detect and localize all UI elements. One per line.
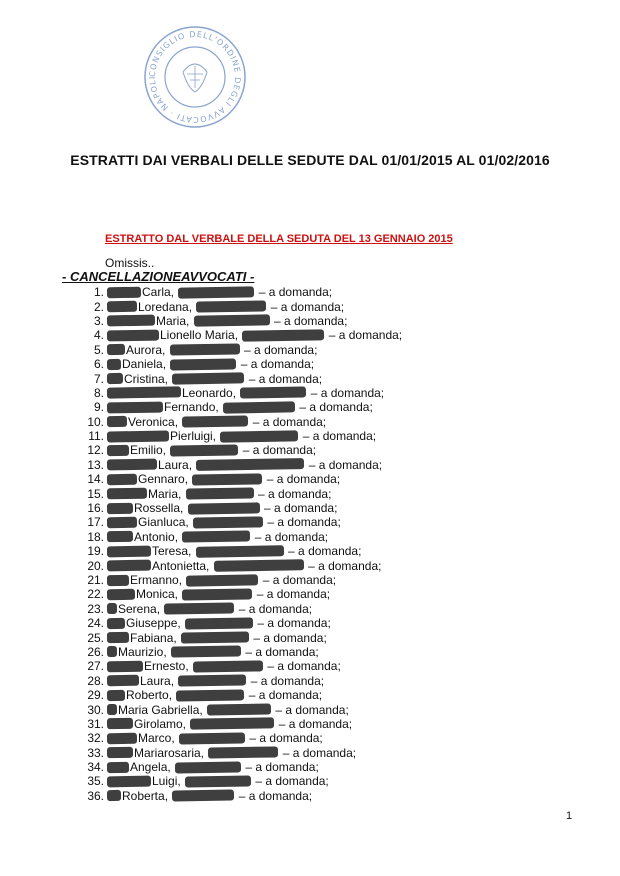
redaction-mark: [107, 790, 121, 801]
entry-name: Luigi,: [152, 774, 181, 789]
list-item: [60, 386, 580, 400]
entry-name: Gianluca,: [138, 515, 189, 530]
redaction-mark: [107, 776, 151, 788]
entry-number: 8.: [93, 385, 104, 400]
list-item: [60, 458, 580, 472]
entry-text: – a domanda;: [302, 429, 377, 444]
redaction-mark: [181, 631, 249, 643]
list-item: [60, 314, 580, 328]
cancellation-list: [60, 285, 580, 803]
list-item: [60, 659, 580, 673]
entry-text: – a domanda;: [245, 644, 319, 659]
redaction-mark: [107, 689, 125, 700]
list-item: [60, 702, 580, 716]
redaction-mark: [172, 372, 244, 384]
redaction-mark: [186, 488, 254, 500]
entry-number: 32.: [87, 731, 104, 746]
entry-name: Laura,: [140, 673, 175, 688]
list-item: [60, 328, 580, 342]
entry-number: 18.: [87, 529, 104, 544]
list-item: [60, 602, 580, 616]
redaction-mark: [107, 459, 157, 471]
redaction-mark: [171, 646, 241, 658]
list-item: [60, 530, 580, 544]
entry-text: – a domanda;: [262, 573, 337, 587]
entry-name: Laura,: [158, 457, 193, 472]
list-item: [60, 630, 580, 644]
entry-name: Fabiana,: [130, 630, 177, 645]
entry-number: 30.: [87, 702, 104, 717]
entry-text: – a domanda;: [270, 299, 345, 314]
redaction-mark: [107, 430, 169, 442]
entry-number: 13.: [87, 457, 104, 472]
entry-name: Emilio,: [130, 443, 167, 458]
entry-text: – a domanda;: [308, 457, 383, 472]
entry-text: – a domanda;: [248, 688, 323, 703]
entry-name: Ermanno,: [130, 573, 183, 587]
entry-text: – a domanda;: [308, 558, 382, 573]
redaction-mark: [107, 286, 141, 298]
entry-number: 31.: [87, 716, 104, 731]
entry-number: 15.: [87, 486, 104, 501]
list-item: [60, 645, 580, 659]
redaction-mark: [176, 689, 244, 701]
redaction-mark: [179, 732, 245, 744]
redaction-mark: [192, 473, 262, 485]
entry-number: 3.: [93, 313, 104, 328]
entry-number: 24.: [87, 616, 104, 631]
list-item: [60, 731, 580, 745]
entry-number: 11.: [88, 429, 104, 444]
redaction-mark: [107, 416, 127, 427]
redaction-mark: [107, 560, 151, 572]
list-item: [60, 285, 580, 299]
redaction-mark: [240, 387, 306, 399]
list-item: [60, 400, 580, 414]
entry-text: – a domanda;: [249, 731, 323, 746]
list-heading: - CANCELLAZIONEAVVOCATI -: [62, 269, 255, 284]
entry-name: Marco,: [138, 731, 175, 746]
redaction-mark: [194, 315, 270, 327]
entry-number: 28.: [87, 673, 104, 688]
list-item: [60, 472, 580, 486]
entry-text: – a domanda;: [252, 414, 327, 429]
redaction-mark: [107, 359, 121, 370]
redaction-mark: [223, 401, 295, 413]
redaction-mark: [107, 401, 163, 413]
council-stamp: [140, 22, 250, 132]
entry-name: Roberto,: [126, 688, 173, 703]
section-title: ESTRATTO DAL VERBALE DELLA SEDUTA DEL 13 GENNAIO 2015: [105, 233, 453, 245]
entry-name: Pierluigi,: [170, 429, 217, 444]
entry-name: Maria Gabriella,: [118, 702, 203, 717]
redaction-mark: [107, 545, 151, 557]
list-item: [60, 789, 580, 803]
redaction-mark: [175, 761, 241, 773]
redaction-mark: [107, 517, 137, 529]
redaction-mark: [107, 488, 147, 500]
entry-number: 9.: [93, 400, 104, 415]
redaction-mark: [107, 502, 133, 513]
redaction-mark: [107, 329, 159, 341]
redaction-mark: [107, 704, 117, 715]
entry-number: 6.: [93, 357, 104, 372]
entry-text: – a domanda;: [258, 285, 333, 300]
entry-text: – a domanda;: [250, 673, 325, 688]
entry-number: 10.: [87, 414, 104, 429]
list-item: [60, 616, 580, 630]
redaction-mark: [107, 445, 129, 456]
redaction-mark: [170, 358, 236, 370]
entry-number: 20.: [87, 558, 104, 573]
redaction-mark: [107, 574, 129, 585]
entry-text: – a domanda;: [267, 659, 341, 674]
entry-name: Maria,: [148, 486, 182, 501]
entry-name: Rossella,: [134, 501, 184, 516]
redaction-mark: [208, 747, 278, 759]
entry-name: Antonio,: [134, 529, 179, 544]
entry-text: – a domanda;: [310, 385, 385, 400]
omissis-text: Omissis..: [105, 256, 155, 270]
redaction-mark: [107, 474, 137, 486]
document-title: ESTRATTI DAI VERBALI DELLE SEDUTE DAL 01/01/2015 AL 01/02/2016: [70, 152, 550, 168]
entry-text: – a domanda;: [254, 529, 329, 544]
redaction-mark: [107, 761, 129, 772]
entry-number: 29.: [87, 688, 104, 703]
page-number: 1: [566, 810, 573, 822]
redaction-mark: [107, 344, 125, 355]
redaction-mark: [107, 632, 129, 643]
redaction-mark: [107, 387, 181, 399]
entry-name: Gennaro,: [138, 472, 189, 487]
entry-text: – a domanda;: [245, 760, 319, 775]
redaction-mark: [182, 531, 250, 543]
redaction-mark: [242, 329, 324, 341]
redaction-mark: [107, 718, 133, 729]
redaction-mark: [107, 589, 135, 600]
redaction-mark: [193, 516, 263, 528]
redaction-mark: [182, 416, 248, 428]
entry-name: Roberta,: [122, 788, 169, 803]
entry-name: Loredana,: [138, 299, 193, 314]
list-item: [60, 746, 580, 760]
list-item: [60, 515, 580, 529]
redaction-mark: [107, 603, 117, 614]
redaction-mark: [170, 344, 240, 356]
entry-name: Maurizio,: [118, 644, 167, 659]
entry-name: Lionello Maria,: [160, 328, 239, 343]
redaction-mark: [164, 603, 234, 615]
entry-number: 5.: [93, 342, 104, 357]
entry-name: Aurora,: [126, 342, 166, 357]
entry-name: Veronica,: [128, 414, 179, 429]
list-item: [60, 343, 580, 357]
entry-name: Mariarosaria,: [134, 745, 205, 760]
redaction-mark: [172, 790, 234, 802]
list-item: [60, 544, 580, 558]
entry-text: – a domanda;: [299, 400, 373, 415]
entry-name: Monica,: [136, 587, 179, 602]
entry-number: 34.: [87, 760, 104, 775]
redaction-mark: [185, 617, 253, 629]
entry-text: – a domanda;: [278, 716, 353, 731]
redaction-mark: [182, 588, 252, 600]
redaction-mark: [107, 661, 143, 673]
redaction-mark: [107, 747, 133, 758]
entry-text: – a domanda;: [288, 544, 362, 559]
entry-name: Fernando,: [164, 400, 219, 415]
entry-text: – a domanda;: [257, 616, 331, 631]
entry-text: – a domanda;: [274, 313, 348, 328]
redaction-mark: [196, 458, 304, 471]
redaction-mark: [107, 301, 137, 313]
redaction-mark: [107, 315, 155, 327]
entry-number: 17.: [87, 515, 104, 530]
redaction-mark: [188, 502, 260, 514]
entry-number: 21.: [87, 573, 104, 587]
list-item: [60, 429, 580, 443]
redaction-mark: [107, 531, 133, 542]
entry-number: 22.: [87, 587, 104, 602]
entry-name: Serena,: [118, 601, 161, 616]
entry-name: Girolamo,: [134, 716, 187, 731]
entry-number: 14.: [87, 472, 104, 487]
entry-text: – a domanda;: [328, 328, 403, 343]
list-item: [60, 674, 580, 688]
entry-number: 16.: [87, 501, 104, 516]
entry-text: – a domanda;: [266, 472, 341, 487]
list-item: [60, 573, 580, 587]
redaction-mark: [178, 675, 246, 687]
entry-text: – a domanda;: [244, 342, 318, 357]
redaction-mark: [107, 373, 123, 384]
svg-text:CONSIGLIO DELL'ORDINE DEGLI AV: CONSIGLIO DELL'ORDINE DEGLI AVVOCATI · NAPOLI: [147, 29, 243, 125]
entry-text: – a domanda;: [256, 587, 331, 602]
entry-name: Maria,: [156, 313, 190, 328]
entry-text: – a domanda;: [248, 371, 323, 386]
entry-text: – a domanda;: [264, 501, 338, 516]
redaction-mark: [220, 430, 298, 442]
list-item: [60, 558, 580, 572]
redaction-mark: [170, 444, 238, 456]
redaction-mark: [207, 703, 271, 715]
entry-text: – a domanda;: [253, 630, 327, 645]
entry-number: 27.: [87, 659, 104, 674]
entry-name: Teresa,: [152, 544, 192, 559]
entry-number: 12.: [87, 443, 104, 458]
entry-name: Antonietta,: [152, 558, 210, 573]
entry-text: – a domanda;: [255, 774, 329, 789]
entry-number: 36.: [87, 788, 104, 803]
entry-text: – a domanda;: [267, 515, 341, 530]
redaction-mark: [107, 646, 117, 657]
redaction-mark: [186, 574, 258, 586]
entry-number: 1.: [93, 285, 104, 300]
list-item: [60, 443, 580, 457]
list-item: [60, 501, 580, 515]
entry-text: – a domanda;: [242, 443, 317, 458]
list-item: [60, 357, 580, 371]
entry-number: 23.: [87, 601, 104, 616]
redaction-mark: [107, 675, 139, 687]
list-item: [60, 688, 580, 702]
entry-name: Carla,: [142, 285, 175, 300]
redaction-mark: [107, 733, 137, 745]
entry-number: 25.: [87, 630, 104, 645]
list-item: [60, 371, 580, 385]
list-item: [60, 587, 580, 601]
entry-name: Cristina,: [124, 371, 169, 386]
list-item: [60, 774, 580, 788]
entry-name: Daniela,: [122, 357, 167, 372]
entry-name: Leonardo,: [182, 385, 237, 400]
entry-number: 4.: [93, 328, 104, 343]
list-item: [60, 760, 580, 774]
entry-text: – a domanda;: [238, 601, 313, 616]
redaction-mark: [107, 618, 125, 629]
list-item: [60, 486, 580, 500]
redaction-mark: [185, 775, 251, 787]
redaction-mark: [193, 660, 263, 672]
entry-text: – a domanda;: [282, 745, 357, 760]
redaction-mark: [196, 545, 284, 558]
entry-number: 19.: [87, 544, 104, 559]
entry-text: – a domanda;: [275, 702, 349, 717]
entry-name: Angela,: [130, 760, 171, 775]
entry-text: – a domanda;: [238, 788, 313, 803]
redaction-mark: [190, 718, 274, 730]
list-item: [60, 299, 580, 313]
entry-number: 26.: [87, 644, 104, 659]
redaction-mark: [214, 559, 304, 572]
list-item: [60, 415, 580, 429]
entry-name: Ernesto,: [144, 659, 189, 674]
entry-number: 7.: [93, 371, 104, 386]
list-item: [60, 717, 580, 731]
entry-text: – a domanda;: [258, 486, 332, 501]
redaction-mark: [196, 300, 266, 312]
entry-number: 2.: [93, 299, 104, 314]
entry-number: 35.: [87, 774, 104, 789]
entry-text: – a domanda;: [240, 357, 315, 372]
entry-name: Giuseppe,: [126, 616, 181, 631]
entry-number: 33.: [87, 745, 104, 760]
redaction-mark: [178, 286, 254, 298]
